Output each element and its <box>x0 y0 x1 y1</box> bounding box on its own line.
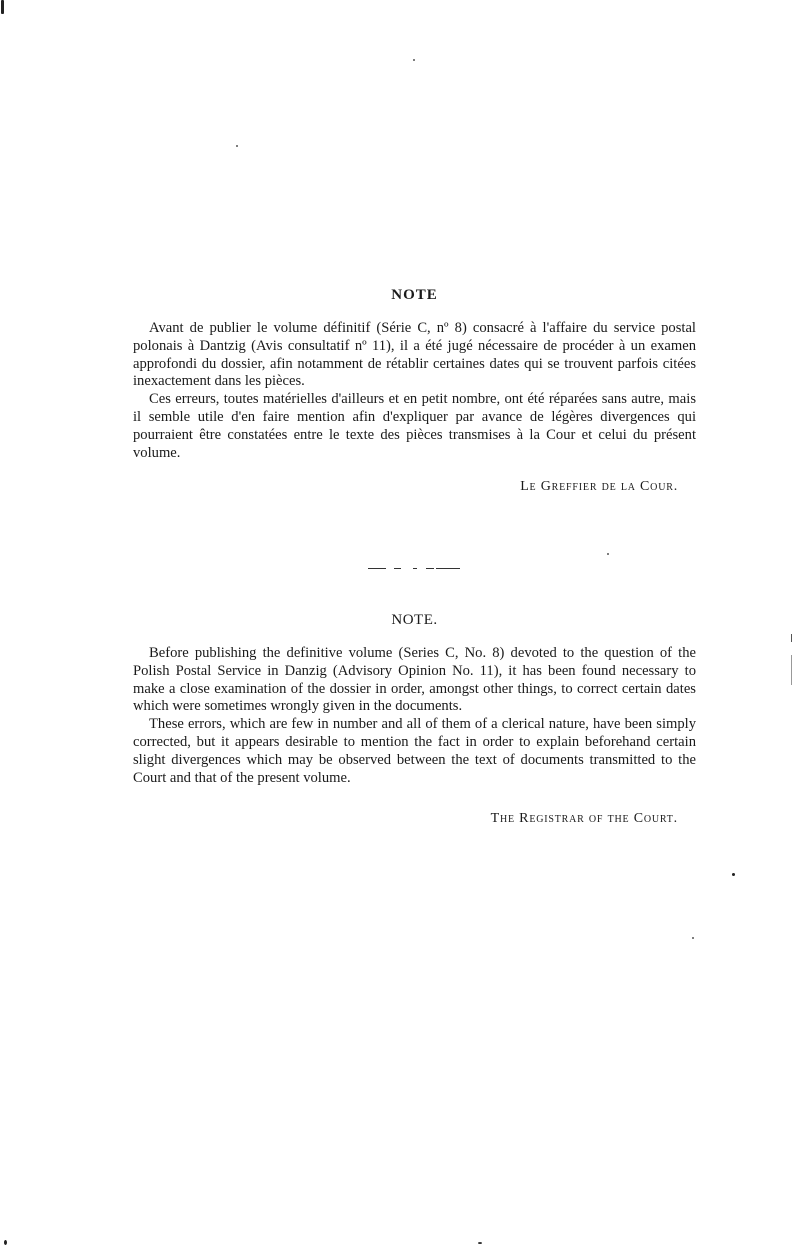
scan-speck <box>236 145 238 147</box>
scan-speck <box>413 59 415 61</box>
english-paragraph-2: These errors, which are few in number and all of them of a clerical nature, have been simply corrected, but it appears desirable to mention the fact in order to explain beforehand certain slight divergences which may be observed between the text of documents transmitted to the Court and that of the present volume. <box>133 716 696 786</box>
french-paragraph-1: Avant de publier le volume définitif (Série C, nº 8) consacré à l'affaire du service postal polonais à Dantzig (Avis consultatif nº 11), il a été jugé nécessaire de procéder à un examen approfondi du dossier, afin notamment de rétablir certaines dates qui se trouvent parfois citées inexactement dans les pièces. <box>133 320 696 390</box>
scan-speck <box>607 553 609 555</box>
scan-speck <box>692 937 694 939</box>
english-note-title: NOTE. <box>391 612 438 628</box>
scan-speck <box>791 655 792 685</box>
english-paragraph-1: Before publishing the definitive volume (Series C, No. 8) devoted to the question of the Polish Postal Service in Danzig (Advisory Opinion No. 11), it has been found necessary to make a close examination of the dossier in order, amongst other things, to correct certain dates which were sometimes wrongly given in the documents. <box>133 645 696 715</box>
scan-speck <box>732 873 735 876</box>
french-note <box>133 287 696 495</box>
scan-speck <box>1 0 4 14</box>
french-paragraph-2: Ces erreurs, toutes matérielles d'ailleurs et en petit nombre, ont été réparées sans autre, mais il semble utile d'en faire mention afin d'expliquer par avance de légères divergences qui pourraient être constatées entre le texte des pièces transmises à la Cour et celui du présent volume. <box>133 391 696 461</box>
french-note-title: NOTE <box>391 287 438 303</box>
section-separator <box>368 566 463 572</box>
scan-speck <box>791 634 792 642</box>
scan-speck <box>478 1242 482 1244</box>
french-signature: Le Greffier de la Cour. <box>520 479 678 495</box>
english-signature: The Registrar of the Court. <box>490 811 678 827</box>
english-note <box>133 612 696 827</box>
scan-speck <box>4 1240 7 1245</box>
